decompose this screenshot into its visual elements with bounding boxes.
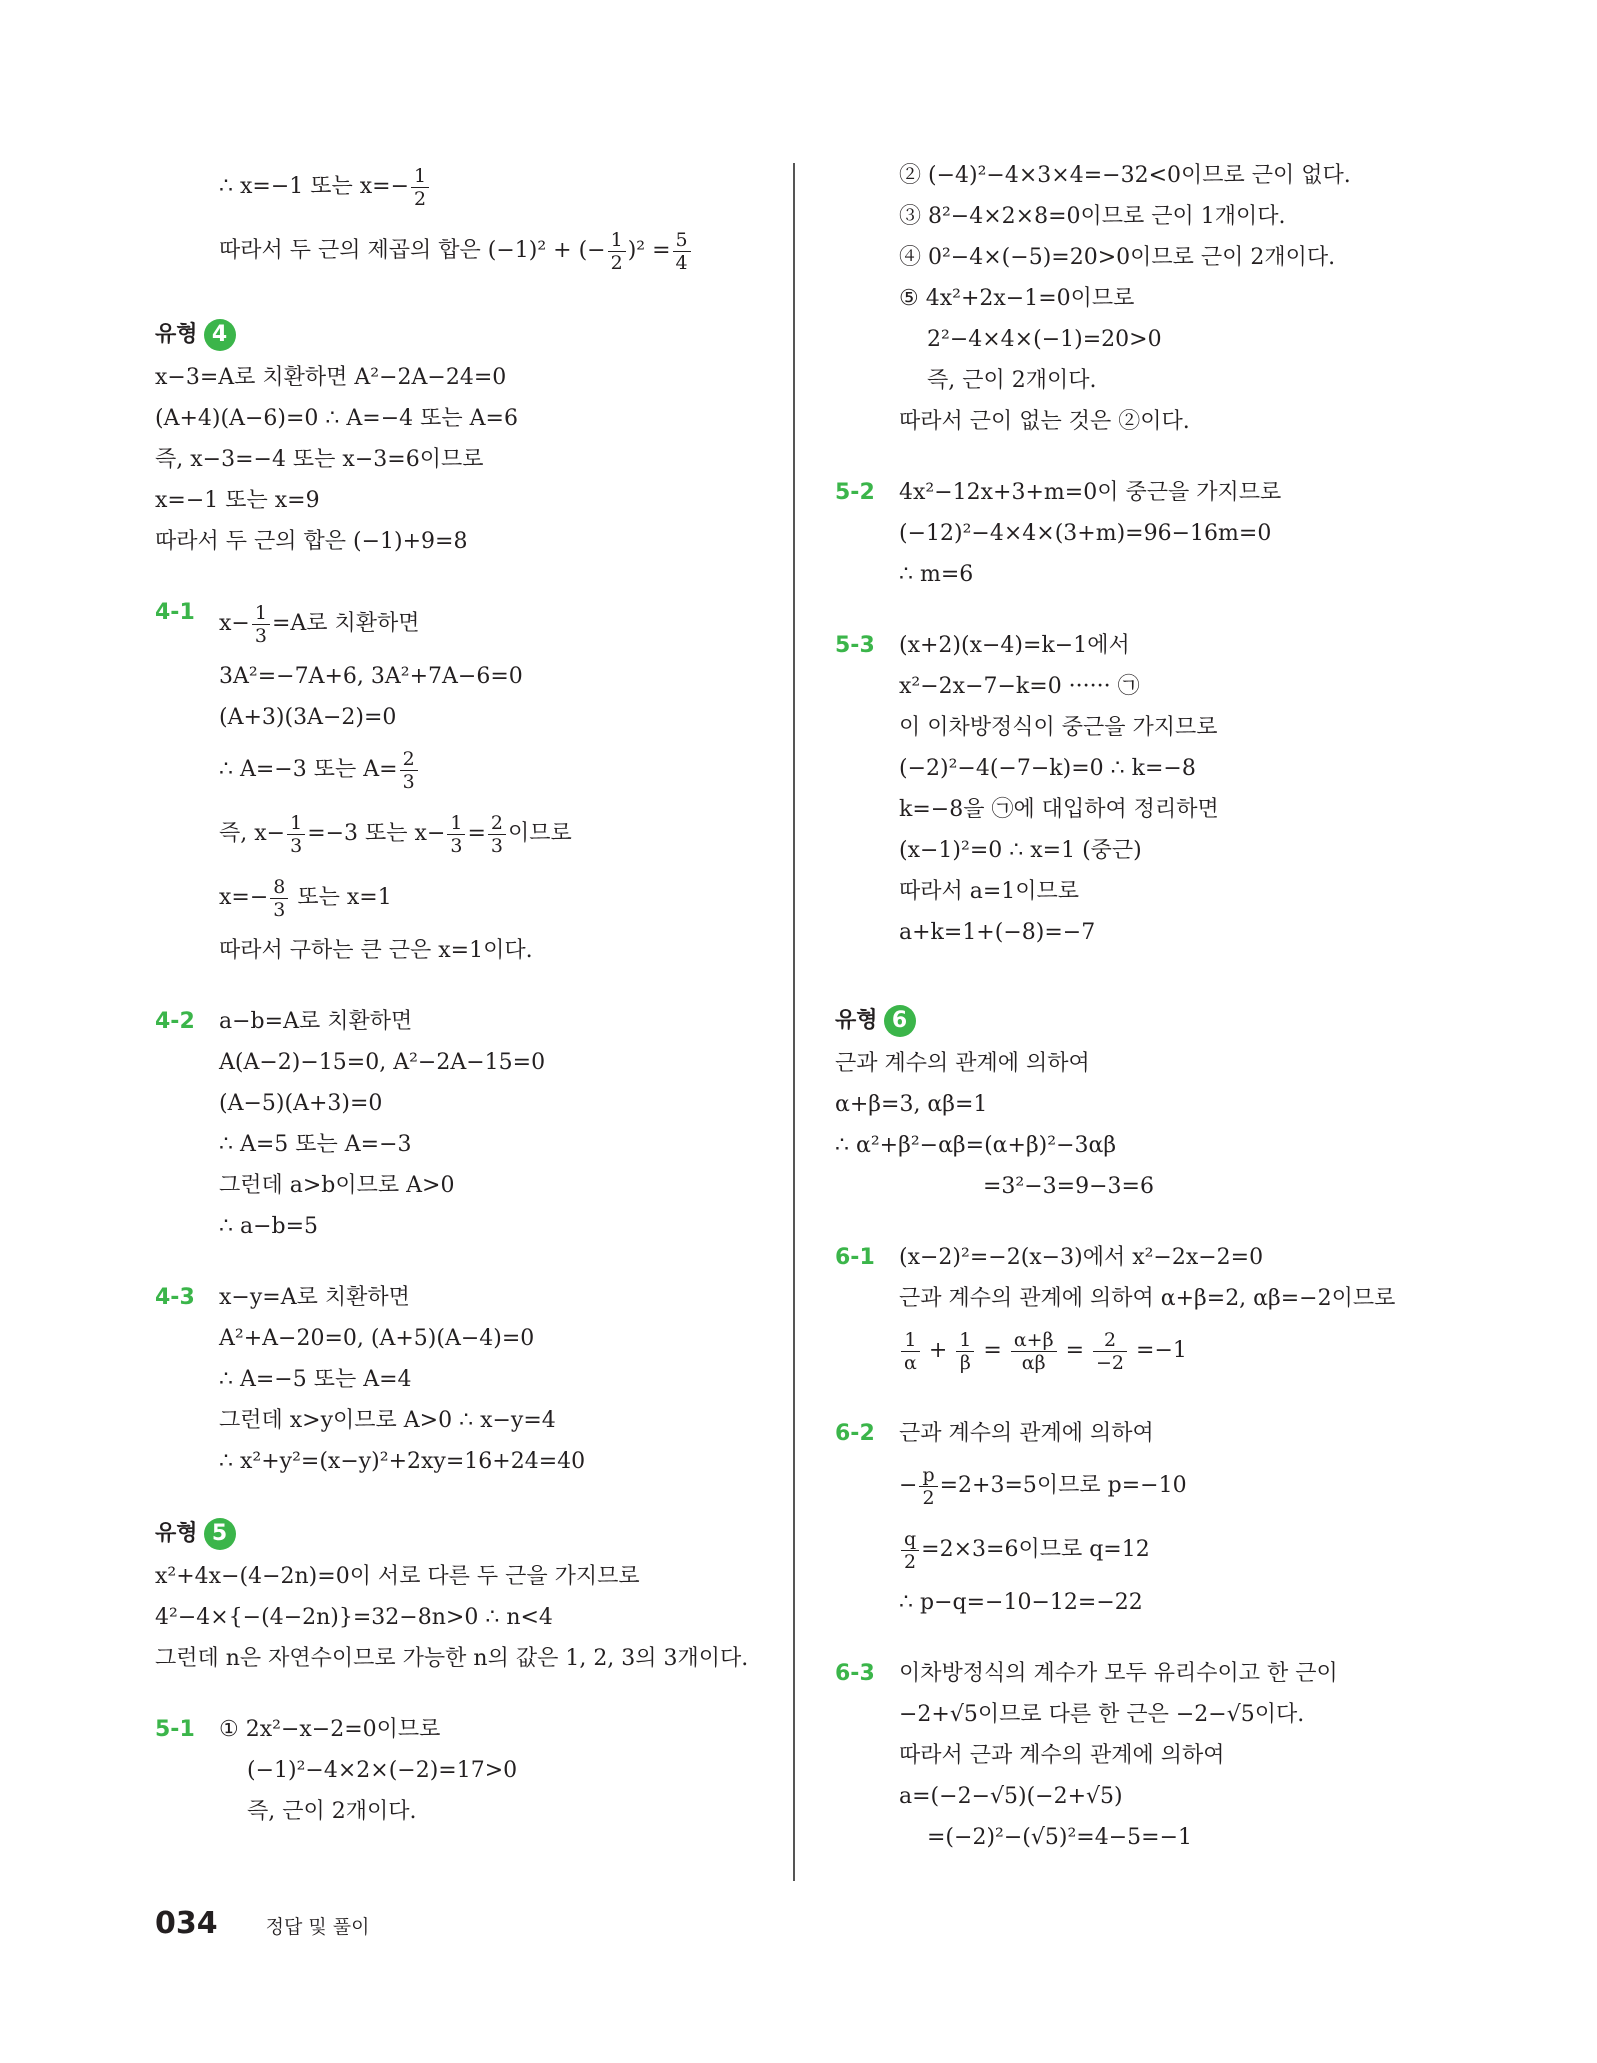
- solution-line: 그런데 x>y이므로 A>0 ∴ x−y=4: [219, 1408, 556, 1433]
- footer-title: 정답 및 풀이: [265, 1916, 370, 1938]
- solution-line: a=(−2−√5)(−2+√5): [899, 1784, 1123, 1809]
- problem-label: 6-2: [835, 1421, 875, 1446]
- solution-line: 4x²−12x+3+m=0이 중근을 가지므로: [899, 480, 1282, 505]
- solution-line: − $\frac{p}{2}$ =2+3=5이므로 p=−10: [899, 1463, 1187, 1509]
- solution-line: x− $\frac{1}{3}$ =A로 치환하면: [219, 601, 420, 647]
- solution-line: A²+A−20=0, (A+5)(A−4)=0: [219, 1326, 535, 1351]
- solution-line: =(−2)²−(√5)²=4−5=−1: [927, 1825, 1193, 1850]
- solution-line: −2+√5이므로 다른 한 근은 −2−√5이다.: [899, 1702, 1305, 1727]
- solution-line: 따라서 근이 없는 것은 ②이다.: [899, 409, 1190, 434]
- left-column: [155, 155, 775, 1832]
- solution-line: 즉, 근이 2개이다.: [247, 1799, 417, 1824]
- solution-line: ∴ p−q=−10−12=−22: [899, 1590, 1143, 1615]
- problem-6-1: [835, 1237, 1485, 1383]
- solution-line: ∴ m=6: [899, 562, 974, 587]
- solution-line: x²+4x−(4−2n)=0이 서로 다른 두 근을 가지므로: [155, 1564, 640, 1589]
- solution-line: ③ 8²−4×2×8=0이므로 근이 1개이다.: [899, 204, 1286, 229]
- type-number-badge: 4: [204, 319, 236, 351]
- solution-line: ∴ A=−5 또는 A=4: [219, 1367, 412, 1392]
- problem-5-3: [835, 625, 1485, 953]
- solution-line: (A+4)(A−6)=0 ∴ A=−4 또는 A=6: [155, 406, 518, 431]
- solution-line: (−1)²−4×2×(−2)=17>0: [247, 1758, 518, 1783]
- solution-line: ∴ A=−3 또는 A= $\frac{2}{3}$: [219, 738, 775, 802]
- type-6-heading: 유형 6: [835, 999, 1485, 1043]
- solution-line: ∴ x²+y²=(x−y)²+2xy=16+24=40: [219, 1449, 586, 1474]
- type-number-badge: 5: [204, 1518, 236, 1550]
- solution-line: x=−1 또는 x=9: [155, 488, 320, 513]
- solution-line: 따라서 근과 계수의 관계에 의하여: [899, 1743, 1225, 1768]
- solution-line: $\frac{1}{\alpha}$ + $\frac{1}{\beta}$ = $\frac{\alpha+\beta}{\alpha\beta}$ = $\frac{2}{-2}$ =−1: [899, 1319, 1485, 1383]
- problem-label: 6-3: [835, 1661, 875, 1686]
- solution-line: k=−8을 ㉠에 대입하여 정리하면: [899, 797, 1219, 822]
- solution-line: 따라서 a=1이므로: [899, 879, 1080, 904]
- problem-6-2: [835, 1413, 1485, 1623]
- solution-line: 이 이차방정식이 중근을 가지므로: [899, 715, 1218, 740]
- solution-line: 근과 계수의 관계에 의하여: [835, 1051, 1090, 1076]
- column-divider: [793, 163, 795, 1881]
- problem-5-2: [835, 472, 1485, 595]
- problem-5-1: [155, 1709, 775, 1832]
- solution-line: ② (−4)²−4×3×4=−32<0이므로 근이 없다.: [899, 163, 1351, 188]
- solution-line: A(A−2)−15=0, A²−2A−15=0: [219, 1050, 546, 1075]
- problem-label: 6-1: [835, 1245, 875, 1270]
- problem-label: 4-1: [155, 600, 195, 625]
- solution-line: (A+3)(3A−2)=0: [219, 705, 397, 730]
- problem-label: 4-3: [155, 1285, 195, 1310]
- solution-line: 이차방정식의 계수가 모두 유리수이고 한 근이: [899, 1661, 1338, 1686]
- solution-line: x−y=A로 치환하면: [219, 1285, 410, 1310]
- solution-line: =3²−3=9−3=6: [983, 1174, 1154, 1199]
- solution-line: ⑤ 4x²+2x−1=0이므로: [899, 286, 1135, 311]
- problem-label: 5-1: [155, 1717, 195, 1742]
- solution-line: 3A²=−7A+6, 3A²+7A−6=0: [219, 664, 523, 689]
- problem-label: 5-2: [835, 480, 875, 505]
- solution-line: a−b=A로 치환하면: [219, 1009, 413, 1034]
- solution-line: 4²−4×{−(4−2n)}=32−8n>0 ∴ n<4: [155, 1605, 553, 1630]
- solution-line: ∴ α²+β²−αβ=(α+β)²−3αβ: [835, 1133, 1117, 1158]
- solution-line: ∴ x=−1 또는 x=− $\frac{1}{2}$: [155, 155, 775, 219]
- solution-line: 2²−4×4×(−1)=20>0: [927, 327, 1162, 352]
- problem-4-2: [155, 1001, 775, 1247]
- solution-line: 근과 계수의 관계에 의하여 α+β=2, αβ=−2이므로: [899, 1286, 1396, 1311]
- page-footer: [155, 1906, 369, 1941]
- solution-line: (x−1)²=0 ∴ x=1 (중근): [899, 838, 1142, 863]
- problem-label: 5-3: [835, 633, 875, 658]
- solution-line: (−2)²−4(−7−k)=0 ∴ k=−8: [899, 756, 1196, 781]
- problem-5-1-continued: [835, 155, 1485, 442]
- solution-line: 따라서 두 근의 합은 (−1)+9=8: [155, 529, 468, 554]
- solution-line: 즉, x−3=−4 또는 x−3=6이므로: [155, 447, 484, 472]
- solution-line: (−12)²−4×4×(3+m)=96−16m=0: [899, 521, 1272, 546]
- solution-line: (x−2)²=−2(x−3)에서 x²−2x−2=0: [899, 1245, 1264, 1270]
- solution-line: x=− $\frac{8}{3}$ 또는 x=1: [219, 875, 392, 921]
- solution-line: ∴ a−b=5: [219, 1214, 319, 1239]
- type-4-heading: 유형 4: [155, 313, 775, 357]
- solution-line: a+k=1+(−8)=−7: [899, 920, 1096, 945]
- solution-line: 그런데 a>b이므로 A>0: [219, 1173, 455, 1198]
- solution-line: 그런데 n은 자연수이므로 가능한 n의 값은 1, 2, 3의 3개이다.: [155, 1646, 749, 1671]
- solution-line: x−3=A로 치환하면 A²−2A−24=0: [155, 365, 507, 390]
- solution-line: (x+2)(x−4)=k−1에서: [899, 633, 1130, 658]
- solution-line: (A−5)(A+3)=0: [219, 1091, 383, 1116]
- problem-6-3: [835, 1653, 1485, 1858]
- solution-line: ④ 0²−4×(−5)=20>0이므로 근이 2개이다.: [899, 245, 1336, 270]
- solution-line: $\frac{q}{2}$ =2×3=6이므로 q=12: [899, 1518, 1485, 1582]
- solution-line: 따라서 두 근의 제곱의 합은 (−1)² + (− $\frac{1}{2}$ )² = $\frac{5}{4}$: [155, 219, 775, 283]
- solution-line: ① 2x²−x−2=0이므로: [219, 1717, 441, 1742]
- type-5-heading: 유형 5: [155, 1512, 775, 1556]
- solution-line: 즉, 근이 2개이다.: [927, 368, 1097, 393]
- solution-line: x²−2x−7−k=0 ······ ㉠: [899, 674, 1140, 699]
- solution-line: 즉, x− $\frac{1}{3}$ =−3 또는 x− $\frac{1}{3}$ = $\frac{2}{3}$ 이므로: [219, 811, 572, 857]
- type-number-badge: 6: [884, 1005, 916, 1037]
- problem-4-3: [155, 1277, 775, 1482]
- solution-line: ∴ A=5 또는 A=−3: [219, 1132, 412, 1157]
- right-column: [835, 155, 1485, 1858]
- solution-line: 따라서 구하는 큰 근은 x=1이다.: [219, 938, 533, 963]
- solution-line: α+β=3, αβ=1: [835, 1092, 988, 1117]
- page-number: 034: [155, 1906, 218, 1941]
- solution-line: 근과 계수의 관계에 의하여: [899, 1421, 1154, 1446]
- problem-label: 4-2: [155, 1009, 195, 1034]
- problem-4-1: [155, 592, 775, 971]
